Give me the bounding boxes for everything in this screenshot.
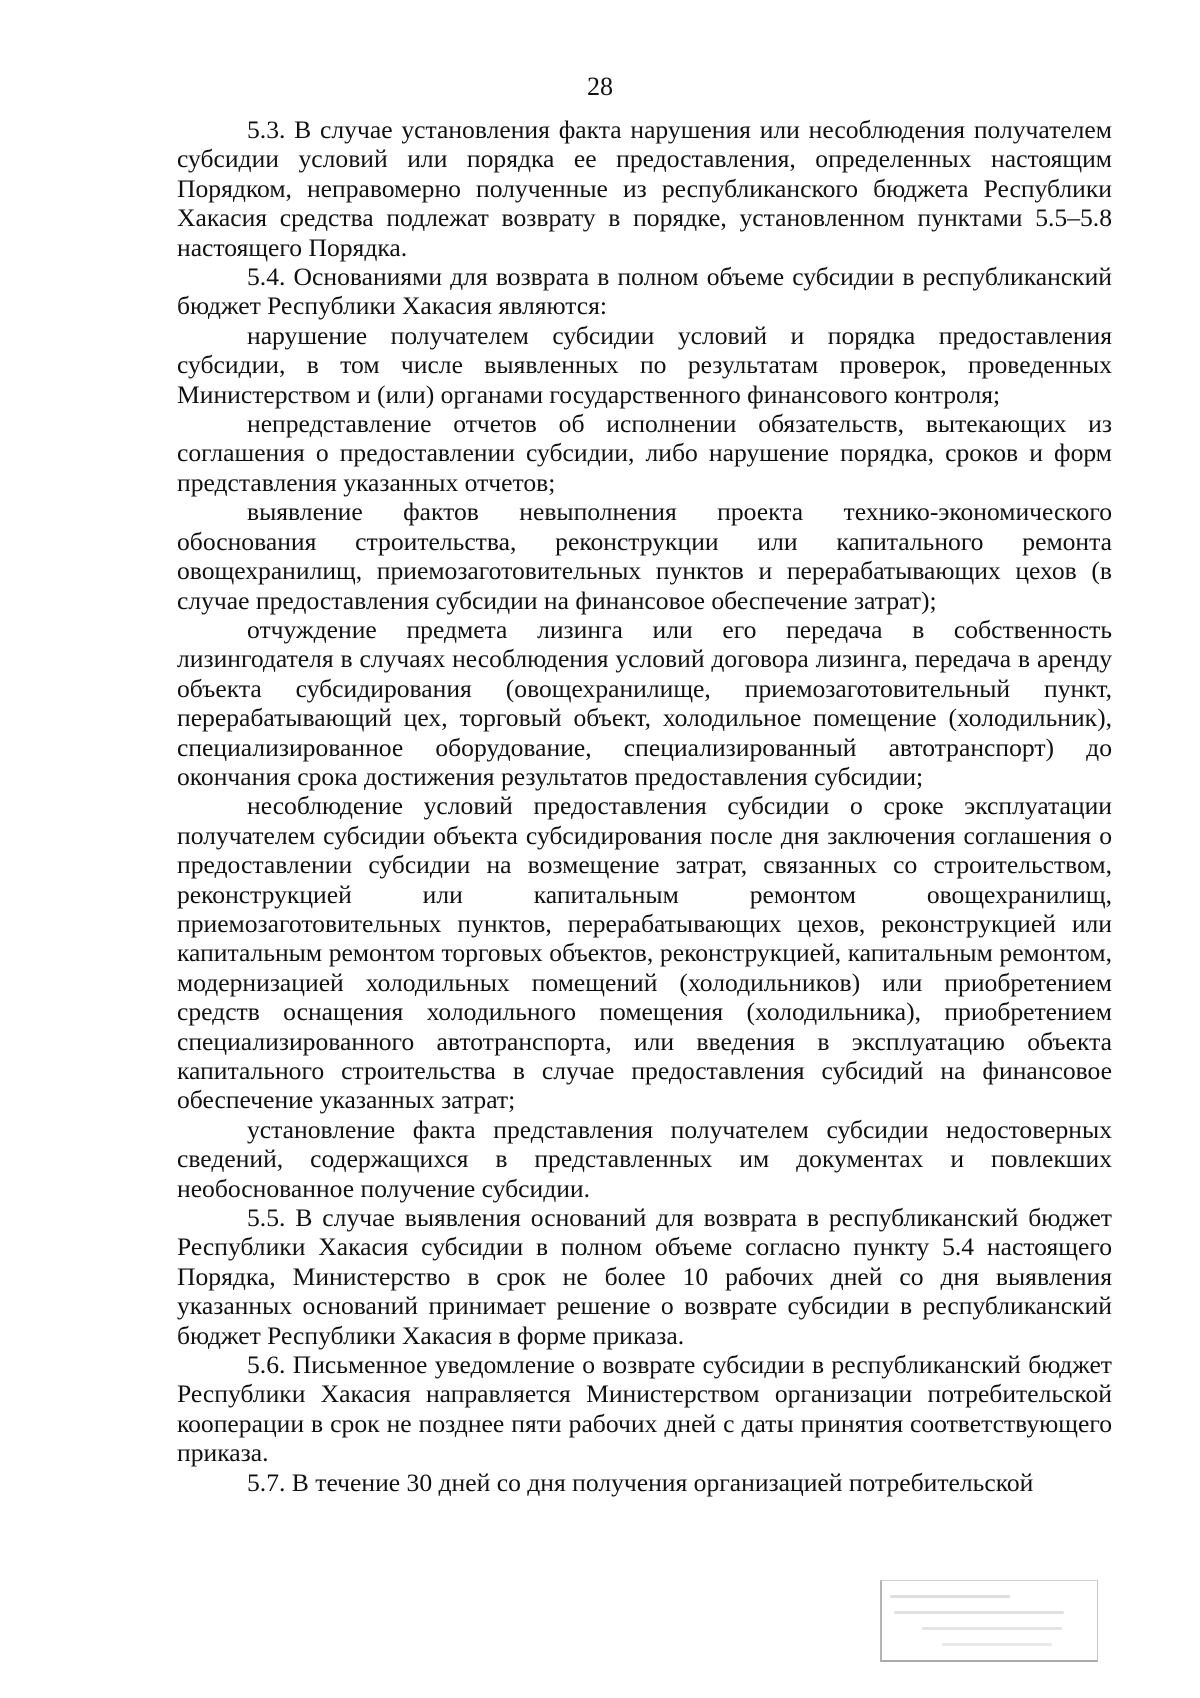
document-body bbox=[177, 115, 1112, 1497]
list-item-operation-term: несоблюдение условий предоставления субсидии о сроке эксплуатации получателем субсидии объекта субсидирования после дня заключения соглашения о предоставлении субсидии на возмещение затрат, связанных со строительством, реконструкцией или капитальным ремонтом овощехранилищ, приемозаготовительных пунктов, перерабатывающих цехов, реконструкцией или капитальным ремонтом торговых объектов, реконструкцией, капитальным ремонтом, модернизацией холодильных помещений (холодильников) или приобретением средств оснащения холодильного помещения (холодильника), приобретением специализированного автотранспорта, или введения в эксплуатацию объекта капитального строительства в случае предоставления субсидий на финансовое обеспечение указанных затрат; bbox=[177, 791, 1112, 1115]
list-item-violation: нарушение получателем субсидии условий и порядка предоставления субсидии, в том числе выявленных по результатам проверок, проведенных Министерством и (или) органами государственного финансового контроля; bbox=[177, 320, 1112, 409]
list-item-false-info: установление факта представления получателем субсидии недостоверных сведений, содержащихся в представленных им документах и повлекших необоснованное получение субсидии. bbox=[177, 1114, 1112, 1203]
paragraph-5-4: 5.4. Основаниями для возврата в полном объеме субсидии в республиканский бюджет Республики Хакасия являются: bbox=[177, 262, 1112, 321]
list-item-reports: непредставление отчетов об исполнении обязательств, вытекающих из соглашения о предоставлении субсидии, либо нарушение порядка, сроков и форм представления указанных отчетов; bbox=[177, 409, 1112, 497]
paragraph-5-3: 5.3. В случае установления факта нарушения или несоблюдения получателем субсидии условий или порядка ее предоставления, определенных настоящим Порядком, неправомерно полученные из республиканского бюджета Республики Хакасия средства подлежат возврату в порядке, установленном пунктами 5.5–5.8 настоящего Порядка. bbox=[177, 115, 1112, 262]
faded-stamp-icon bbox=[880, 1580, 1098, 1662]
paragraph-5-5: 5.5. В случае выявления оснований для возврата в республиканский бюджет Республики Хакасия субсидии в полном объеме согласно пункту 5.4 настоящего Порядка, Министерство в срок не более 10 рабочих дней со дня выявления указанных оснований принимает решение о возврате субсидии в республиканский бюджет Республики Хакасия в форме приказа. bbox=[177, 1203, 1112, 1350]
page-number: 28 bbox=[587, 72, 613, 101]
paragraph-5-6: 5.6. Письменное уведомление о возврате субсидии в республиканский бюджет Республики Хакасия направляется Министерством организации потребительской кооперации в срок не позднее пяти рабочих дней с даты принятия соответствующего приказа. bbox=[177, 1350, 1112, 1468]
list-item-project: выявление фактов невыполнения проекта технико-экономического обоснования строительства, реконструкции или капитального ремонта овощехранилищ, приемозаготовительных пунктов и перерабатывающих цехов (в случае предоставления субсидии на финансовое обеспечение затрат); bbox=[177, 497, 1112, 615]
paragraph-5-7: 5.7. В течение 30 дней со дня получения организацией потребительской bbox=[247, 1467, 1034, 1497]
list-item-leasing: отчуждение предмета лизинга или его передача в собственность лизингодателя в случаях несоблюдения условий договора лизинга, передача в аренду объекта субсидирования (овощехранилище, приемозаготовительный пункт, перерабатывающий цех, торговый объект, холодильное помещение (холодильник), специализированное оборудование, специализированный автотранспорт) до окончания срока достижения результатов предоставления субсидии; bbox=[177, 614, 1112, 791]
